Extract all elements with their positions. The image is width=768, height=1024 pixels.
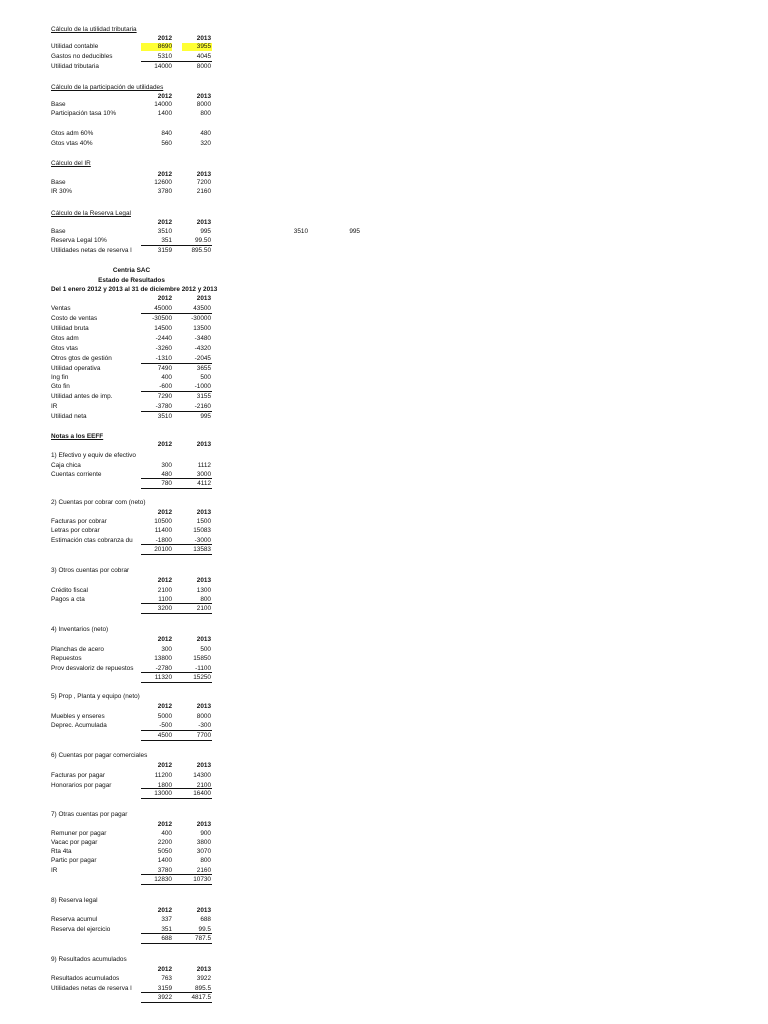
note-row-label: Reserva del ejercicio xyxy=(51,926,111,933)
year-header-2013: 2013 xyxy=(196,295,211,302)
note-row-value-2013: 15850 xyxy=(193,655,211,662)
note-row-value-2012: 5000 xyxy=(157,713,172,720)
note-row-value-2013: 3000 xyxy=(196,471,211,478)
total-rule xyxy=(141,943,212,944)
income-row-value-2013: -2045 xyxy=(194,355,211,362)
statement-title: Estado de Resultados xyxy=(98,277,165,284)
year-header-2013: 2013 xyxy=(196,966,211,973)
note-row-value-2012: 3780 xyxy=(157,867,172,874)
note-title: 4) Inventarios (neto) xyxy=(51,626,109,633)
note-row-label: Cuentas corriente xyxy=(51,471,102,478)
note-row-value-2012: 400 xyxy=(161,830,172,837)
income-row-value-2012: -2440 xyxy=(155,335,172,342)
year-header-2012: 2012 xyxy=(157,93,172,100)
note-total-2013: 15250 xyxy=(193,674,211,681)
note-row-value-2012: 3159 xyxy=(157,985,172,992)
note-row-value-2012: 1100 xyxy=(158,596,172,603)
note-title: 9) Resultados acumulados xyxy=(51,956,127,963)
note-total-2012: 780 xyxy=(161,480,172,487)
income-row-value-2012: 14500 xyxy=(154,325,172,332)
income-row-value-2012: 400 xyxy=(161,374,172,381)
statement-company: Centria SAC xyxy=(112,267,151,274)
year-header-2012: 2012 xyxy=(157,821,172,828)
note-row-value-2013: -3000 xyxy=(194,537,211,544)
income-row-value-2013: 500 xyxy=(200,374,211,381)
row-reserva-legal-value-2013: 99.50 xyxy=(195,237,211,244)
total-rule xyxy=(141,61,212,62)
row-gtos-vtas-value-2013: 320 xyxy=(200,140,211,147)
note-title: 1) Efectivo y equiv de efectivo xyxy=(51,452,136,459)
income-row-value-2013: 13500 xyxy=(193,325,211,332)
note-total-2012: 4500 xyxy=(157,732,172,739)
note-row-value-2012: 5050 xyxy=(157,848,172,855)
total-rule xyxy=(141,992,212,993)
note-title: 7) Otras cuentas por pagar xyxy=(51,811,128,818)
year-header-2013: 2013 xyxy=(196,703,211,710)
note-total-2012: 20100 xyxy=(154,546,172,553)
income-row-value-2012: -1310 xyxy=(155,355,172,362)
income-row-value-2013: -2160 xyxy=(194,403,211,410)
income-row-value-2012: 7290 xyxy=(157,393,172,400)
income-row-label: Utilidad bruta xyxy=(51,325,89,332)
note-row-value-2013: 800 xyxy=(200,857,211,864)
note-row-value-2012: 763 xyxy=(161,975,172,982)
note-row-value-2013: 688 xyxy=(200,916,211,923)
note-total-2013: 2100 xyxy=(196,605,211,612)
note-total-2013: 787.5 xyxy=(195,935,211,942)
note-row-value-2012: 2100 xyxy=(157,587,172,594)
note-row-value-2013: 500 xyxy=(200,646,211,653)
year-header-2012: 2012 xyxy=(157,966,172,973)
income-row-label: IR xyxy=(51,403,58,410)
row-utilidad-tributaria-value-2012: 14000 xyxy=(154,63,172,70)
income-row-value-2012: 7490 xyxy=(157,365,172,372)
note-row-value-2012: 11400 xyxy=(154,527,172,534)
note-row-value-2013: 900 xyxy=(200,830,211,837)
note-row-value-2012: 351 xyxy=(161,926,172,933)
row-gastos-no-deducibles-value-2013: 4045 xyxy=(196,53,211,60)
year-header-2013: 2013 xyxy=(196,171,211,178)
note-title: 6) Cuentas por pagar comerciales xyxy=(51,752,148,759)
row-ir-label: IR 30% xyxy=(51,188,72,195)
year-header-2013: 2013 xyxy=(196,509,211,516)
year-header-2012: 2012 xyxy=(157,171,172,178)
extra-value: 3510 xyxy=(293,228,308,235)
note-row-label: Crédito fiscal xyxy=(51,587,88,594)
income-row-value-2012: 45000 xyxy=(154,305,172,312)
note-title: 8) Reserva legal xyxy=(51,897,98,904)
section-title: Cálculo de la participación de utilidades xyxy=(51,84,164,91)
total-rule xyxy=(141,1002,212,1003)
total-rule xyxy=(141,363,212,364)
note-total-2012: 12830 xyxy=(154,876,172,883)
note-row-label: Facturas por cobrar xyxy=(51,518,107,525)
row-utilidades-netas-value-2013: 895.50 xyxy=(191,247,211,254)
total-rule xyxy=(141,682,212,683)
income-row-label: Gtos vtas xyxy=(51,345,78,352)
note-row-value-2012: 300 xyxy=(161,462,172,469)
note-row-value-2013: 2100 xyxy=(196,782,211,789)
year-header-2012: 2012 xyxy=(157,577,172,584)
note-row-value-2013: 1500 xyxy=(196,518,211,525)
total-rule xyxy=(141,391,212,392)
year-header-2012: 2012 xyxy=(157,35,172,42)
row-base-value-2012: 14000 xyxy=(154,101,172,108)
row-gtos-adm-value-2012: 840 xyxy=(161,130,172,137)
year-header-2012: 2012 xyxy=(157,219,172,226)
note-row-label: Caja chica xyxy=(51,462,81,469)
year-header-2012: 2012 xyxy=(157,295,172,302)
row-base-label: Base xyxy=(51,101,66,108)
year-header-2012: 2012 xyxy=(157,762,172,769)
note-row-label: Rta 4ta xyxy=(51,848,72,855)
year-header-2013: 2013 xyxy=(196,441,211,448)
note-row-label: Resultados acumulados xyxy=(51,975,120,982)
income-row-value-2013: -30000 xyxy=(191,315,211,322)
income-row-value-2013: -1000 xyxy=(194,383,211,390)
row-participacion-label: Participación tasa 10% xyxy=(51,110,117,117)
row-participacion-value-2012: 1400 xyxy=(157,110,172,117)
note-total-2012: 3200 xyxy=(157,605,172,612)
total-rule xyxy=(141,933,212,934)
income-row-value-2012: 3510 xyxy=(157,413,172,420)
row-base-label: Base xyxy=(51,179,66,186)
row-utilidades-netas-label: Utilidades netas de reserva l xyxy=(51,247,132,254)
note-row-value-2013: 3070 xyxy=(196,848,211,855)
note-row-label: Planchas de acero xyxy=(51,646,104,653)
note-row-value-2012: 11200 xyxy=(154,772,172,779)
total-rule xyxy=(141,411,212,412)
note-row-label: IR xyxy=(51,867,58,874)
total-rule xyxy=(141,884,212,885)
note-row-value-2012: 2200 xyxy=(157,839,172,846)
row-ir-value-2013: 2160 xyxy=(196,188,211,195)
note-row-value-2013: 15083 xyxy=(193,527,211,534)
total-rule xyxy=(141,730,212,731)
income-row-label: Gto fin xyxy=(51,383,70,390)
income-row-value-2013: 995 xyxy=(200,413,211,420)
section-title: Cálculo de la Reserva Legal xyxy=(51,210,131,217)
note-row-label: Partic por pagar xyxy=(51,857,97,864)
row-gtos-vtas-value-2012: 560 xyxy=(161,140,172,147)
year-header-2012: 2012 xyxy=(157,441,172,448)
note-title: 3) Otros cuentas por cobrar xyxy=(51,567,130,574)
income-row-label: Ventas xyxy=(51,305,71,312)
row-gtos-adm-value-2013: 480 xyxy=(200,130,211,137)
note-total-2013: 16400 xyxy=(193,790,211,797)
row-gtos-adm-label: Gtos adm 60% xyxy=(51,130,94,137)
note-row-value-2012: 1800 xyxy=(157,782,172,789)
note-row-value-2012: 10500 xyxy=(154,518,172,525)
total-rule xyxy=(141,313,212,314)
year-header-2013: 2013 xyxy=(196,762,211,769)
year-header-2013: 2013 xyxy=(196,821,211,828)
note-row-label: Prov desvaloriz de repuestos xyxy=(51,665,134,672)
row-utilidad-contable-value-2013: 3955 xyxy=(196,43,211,50)
note-row-value-2013: 2160 xyxy=(196,867,211,874)
note-total-2013: 13583 xyxy=(193,546,211,553)
note-row-label: Pagos a cta xyxy=(51,596,85,603)
income-row-value-2013: 3155 xyxy=(196,393,211,400)
year-header-2013: 2013 xyxy=(196,636,211,643)
income-row-label: Gtos adm xyxy=(51,335,79,342)
row-base-value-2013: 8000 xyxy=(196,101,211,108)
row-base-value-2012: 3510 xyxy=(157,228,172,235)
extra-value: 995 xyxy=(349,228,360,235)
row-base-label: Base xyxy=(51,228,66,235)
note-total-2013: 4817.5 xyxy=(191,994,211,1001)
note-row-label: Reserva acumul xyxy=(51,916,98,923)
note-row-value-2013: 99.5 xyxy=(198,926,211,933)
note-row-value-2012: 1400 xyxy=(157,857,172,864)
note-row-label: Remuner por pagar xyxy=(51,830,107,837)
row-participacion-value-2013: 800 xyxy=(200,110,211,117)
row-utilidades-netas-value-2012: 3159 xyxy=(157,247,172,254)
income-row-value-2013: -3480 xyxy=(194,335,211,342)
note-total-2012: 11320 xyxy=(154,674,172,681)
row-reserva-legal-label: Reserva Legal 10% xyxy=(51,237,107,244)
total-rule xyxy=(141,603,212,604)
year-header-2013: 2013 xyxy=(196,577,211,584)
row-utilidad-contable-label: Utilidad contable xyxy=(51,43,99,50)
note-row-value-2013: 3922 xyxy=(196,975,211,982)
note-total-2013: 7700 xyxy=(196,732,211,739)
year-header-2013: 2013 xyxy=(196,219,211,226)
total-rule xyxy=(141,478,212,479)
year-header-2012: 2012 xyxy=(157,907,172,914)
note-total-2012: 3922 xyxy=(157,994,172,1001)
note-title: 2) Cuentas por cobrar com (neto) xyxy=(51,499,146,506)
year-header-2013: 2013 xyxy=(196,93,211,100)
income-row-value-2013: 3655 xyxy=(196,365,211,372)
year-header-2013: 2013 xyxy=(196,35,211,42)
income-row-label: Utilidad operativa xyxy=(51,365,101,372)
total-rule xyxy=(141,798,212,799)
total-rule xyxy=(141,788,212,789)
total-rule xyxy=(141,245,212,246)
income-row-value-2012: -3260 xyxy=(155,345,172,352)
note-row-value-2013: 1112 xyxy=(197,462,211,469)
row-gastos-no-deducibles-value-2012: 5310 xyxy=(157,53,172,60)
row-gastos-no-deducibles-label: Gastos no deducibles xyxy=(51,53,113,60)
note-row-value-2013: 14300 xyxy=(193,772,211,779)
income-row-value-2013: -4320 xyxy=(194,345,211,352)
year-header-2012: 2012 xyxy=(157,703,172,710)
note-row-value-2013: 800 xyxy=(200,596,211,603)
total-rule xyxy=(141,874,212,875)
total-rule xyxy=(141,544,212,545)
note-total-2013: 4112 xyxy=(197,480,211,487)
notes-title: Notas a los EEFF xyxy=(51,433,104,440)
row-base-value-2013: 7200 xyxy=(196,179,211,186)
note-row-value-2012: -2780 xyxy=(155,665,172,672)
note-total-2012: 13000 xyxy=(154,790,172,797)
note-row-label: Utilidades netas de reserva l xyxy=(51,985,132,992)
note-row-value-2012: 13800 xyxy=(154,655,172,662)
total-rule xyxy=(141,740,212,741)
note-row-value-2013: 8000 xyxy=(196,713,211,720)
income-row-value-2012: -3780 xyxy=(155,403,172,410)
note-row-value-2013: -1100 xyxy=(195,665,211,672)
income-row-value-2012: -600 xyxy=(159,383,172,390)
note-row-value-2013: -300 xyxy=(198,722,211,729)
row-base-value-2012: 12600 xyxy=(154,179,172,186)
note-row-label: Vacac por pagar xyxy=(51,839,98,846)
year-header-2012: 2012 xyxy=(157,636,172,643)
note-row-value-2013: 3800 xyxy=(196,839,211,846)
total-rule xyxy=(141,554,212,555)
income-row-label: Ing fin xyxy=(51,374,69,381)
income-row-label: Costo de ventas xyxy=(51,315,98,322)
row-ir-value-2012: 3780 xyxy=(157,188,172,195)
statement-period: Del 1 enero 2012 y 2013 al 31 de diciembre 2012 y 2013 xyxy=(51,286,218,293)
row-base-value-2013: 995 xyxy=(200,228,211,235)
note-row-value-2012: -1800 xyxy=(155,537,172,544)
note-row-value-2012: 300 xyxy=(161,646,172,653)
note-row-label: Letras por cobrar xyxy=(51,527,100,534)
note-row-label: Muebles y enseres xyxy=(51,713,105,720)
income-row-label: Utilidad neta xyxy=(51,413,87,420)
section-title: Cálculo del IR xyxy=(51,160,91,167)
note-row-label: Honorarios por pagar xyxy=(51,782,112,789)
income-row-label: Utilidad antes de imp. xyxy=(51,393,113,400)
note-row-value-2013: 895.5 xyxy=(195,985,211,992)
total-rule xyxy=(141,672,212,673)
row-reserva-legal-value-2012: 351 xyxy=(161,237,172,244)
note-row-value-2013: 1300 xyxy=(196,587,211,594)
row-utilidad-tributaria-label: Utilidad tributaria xyxy=(51,63,99,70)
note-row-value-2012: 480 xyxy=(161,471,172,478)
income-row-value-2012: -30500 xyxy=(152,315,172,322)
note-row-value-2012: 337 xyxy=(161,916,172,923)
row-utilidad-tributaria-value-2013: 8000 xyxy=(196,63,211,70)
row-gtos-vtas-label: Gtos vtas 40% xyxy=(51,140,93,147)
income-row-label: Otros gtos de gestión xyxy=(51,355,112,362)
total-rule xyxy=(141,488,212,489)
note-row-label: Deprec. Acumulada xyxy=(51,722,107,729)
year-header-2013: 2013 xyxy=(196,907,211,914)
note-row-label: Repuestos xyxy=(51,655,82,662)
note-total-2012: 688 xyxy=(161,935,172,942)
row-utilidad-contable-value-2012: 8690 xyxy=(157,43,172,50)
year-header-2012: 2012 xyxy=(157,509,172,516)
total-rule xyxy=(141,613,212,614)
note-total-2013: 10730 xyxy=(193,876,211,883)
note-title: 5) Prop , Planta y equipo (neto) xyxy=(51,693,140,700)
section-title: Cálculo de la utilidad tributaria xyxy=(51,26,137,33)
note-row-label: Estimación ctas cobranza du xyxy=(51,537,133,544)
note-row-value-2012: -500 xyxy=(159,722,172,729)
income-row-value-2013: 43500 xyxy=(193,305,211,312)
note-row-label: Facturas por pagar xyxy=(51,772,105,779)
